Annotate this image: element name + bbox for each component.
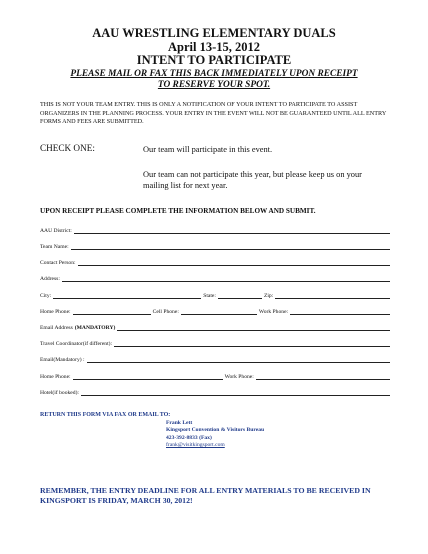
contact-email-link[interactable]: frank@visitkingsport.com	[166, 442, 225, 449]
contact-name: Frank Lett	[166, 420, 193, 426]
deadline-notice: REMEMBER, THE ENTRY DEADLINE FOR ALL ENTRY MATERIALS TO BE RECEIVED IN KINGSPORT IS FRIDAY, MARCH 30, 2012!	[40, 486, 371, 505]
work-phone-field[interactable]	[290, 307, 390, 315]
hotel-row	[40, 386, 390, 396]
team-field[interactable]	[71, 242, 390, 250]
coordinator-field[interactable]	[114, 339, 390, 347]
email-row	[40, 321, 390, 331]
team-label: Team Name:	[40, 244, 69, 250]
city-row	[40, 289, 390, 299]
city-label: City:	[40, 293, 52, 299]
email2-field[interactable]	[87, 355, 390, 363]
return-instruction: RETURN THIS FORM VIA FAX OR EMAIL TO:	[40, 412, 171, 418]
home-phone-field[interactable]	[73, 307, 151, 315]
coordinator-row	[40, 337, 390, 347]
district-field[interactable]	[74, 226, 390, 234]
contact-fax: 423-392-8833 (Fax)	[166, 434, 212, 441]
email2-row	[40, 353, 390, 363]
zip-label: Zip:	[263, 293, 274, 299]
address-field[interactable]	[62, 274, 390, 282]
district-label: AAU District:	[40, 228, 72, 234]
contact-row	[40, 256, 390, 266]
phone-row	[40, 305, 390, 315]
coordinator-phone-row	[40, 370, 390, 380]
work-phone2-field[interactable]	[256, 372, 390, 380]
work-phone2-label: Work Phone:	[224, 374, 254, 380]
state-label: State:	[203, 293, 216, 299]
address-row	[40, 272, 390, 282]
home-phone2-label: Home Phone:	[40, 374, 71, 380]
event-title: AAU WRESTLING ELEMENTARY DUALS	[92, 26, 336, 40]
coordinator-label: Travel Coordinator(if different):	[40, 341, 113, 347]
hotel-label: Hotel(if booked):	[40, 390, 79, 396]
option-not-participate[interactable]: Our team can not participate this year, but please keep us on your mailing list for next year.	[143, 170, 362, 190]
email-label: Email Address	[40, 325, 73, 331]
email-mandatory-label: (MANDATORY)	[74, 325, 116, 331]
zip-field[interactable]	[275, 291, 390, 299]
form-title: INTENT TO PARTICIPATE	[136, 53, 292, 67]
email-field[interactable]	[117, 323, 390, 331]
option-participate[interactable]: Our team will participate in this event.	[143, 145, 273, 154]
entry-notice: THIS IS NOT YOUR TEAM ENTRY. THIS IS ONLY A NOTIFICATION OF YOUR INTENT TO PARTICIPATE TO ASSIST ORGANIZERS IN THE PLANNING PROCESS. YOUR ENTRY IN THE EVENT WILL NOT BE GUARANTEED UNTIL ALL ENTRY FORMS AND FEES ARE SUBMITTED.	[40, 101, 387, 126]
city-field[interactable]	[53, 291, 201, 299]
address-label: Address:	[40, 276, 60, 282]
district-row	[40, 224, 390, 234]
work-phone-label: Work Phone:	[258, 309, 289, 315]
contact-field[interactable]	[78, 258, 390, 266]
return-contact	[166, 420, 264, 450]
hotel-field[interactable]	[81, 388, 390, 396]
reserve-instruction: TO RESERVE YOUR SPOT.	[157, 80, 271, 90]
mail-instruction: PLEASE MAIL OR FAX THIS BACK IMMEDIATELY UPON RECEIPT	[70, 69, 358, 79]
cell-phone-field[interactable]	[181, 307, 257, 315]
state-field[interactable]	[218, 291, 262, 299]
home-phone2-field[interactable]	[73, 372, 223, 380]
contact-org: Kingsport Convention & Visitors Bureau	[166, 427, 265, 434]
event-dates: April 13-15, 2012	[167, 40, 260, 54]
team-row	[40, 240, 390, 250]
email2-label: Email(Mandatory) :	[40, 357, 85, 363]
cell-phone-label: Cell Phone:	[152, 309, 179, 315]
contact-label: Contact Person:	[40, 260, 76, 266]
complete-info-instruction: UPON RECEIPT PLEASE COMPLETE THE INFORMATION BELOW AND SUBMIT.	[40, 207, 316, 215]
home-phone-label: Home Phone:	[40, 309, 71, 315]
check-one-label: CHECK ONE:	[40, 143, 95, 153]
